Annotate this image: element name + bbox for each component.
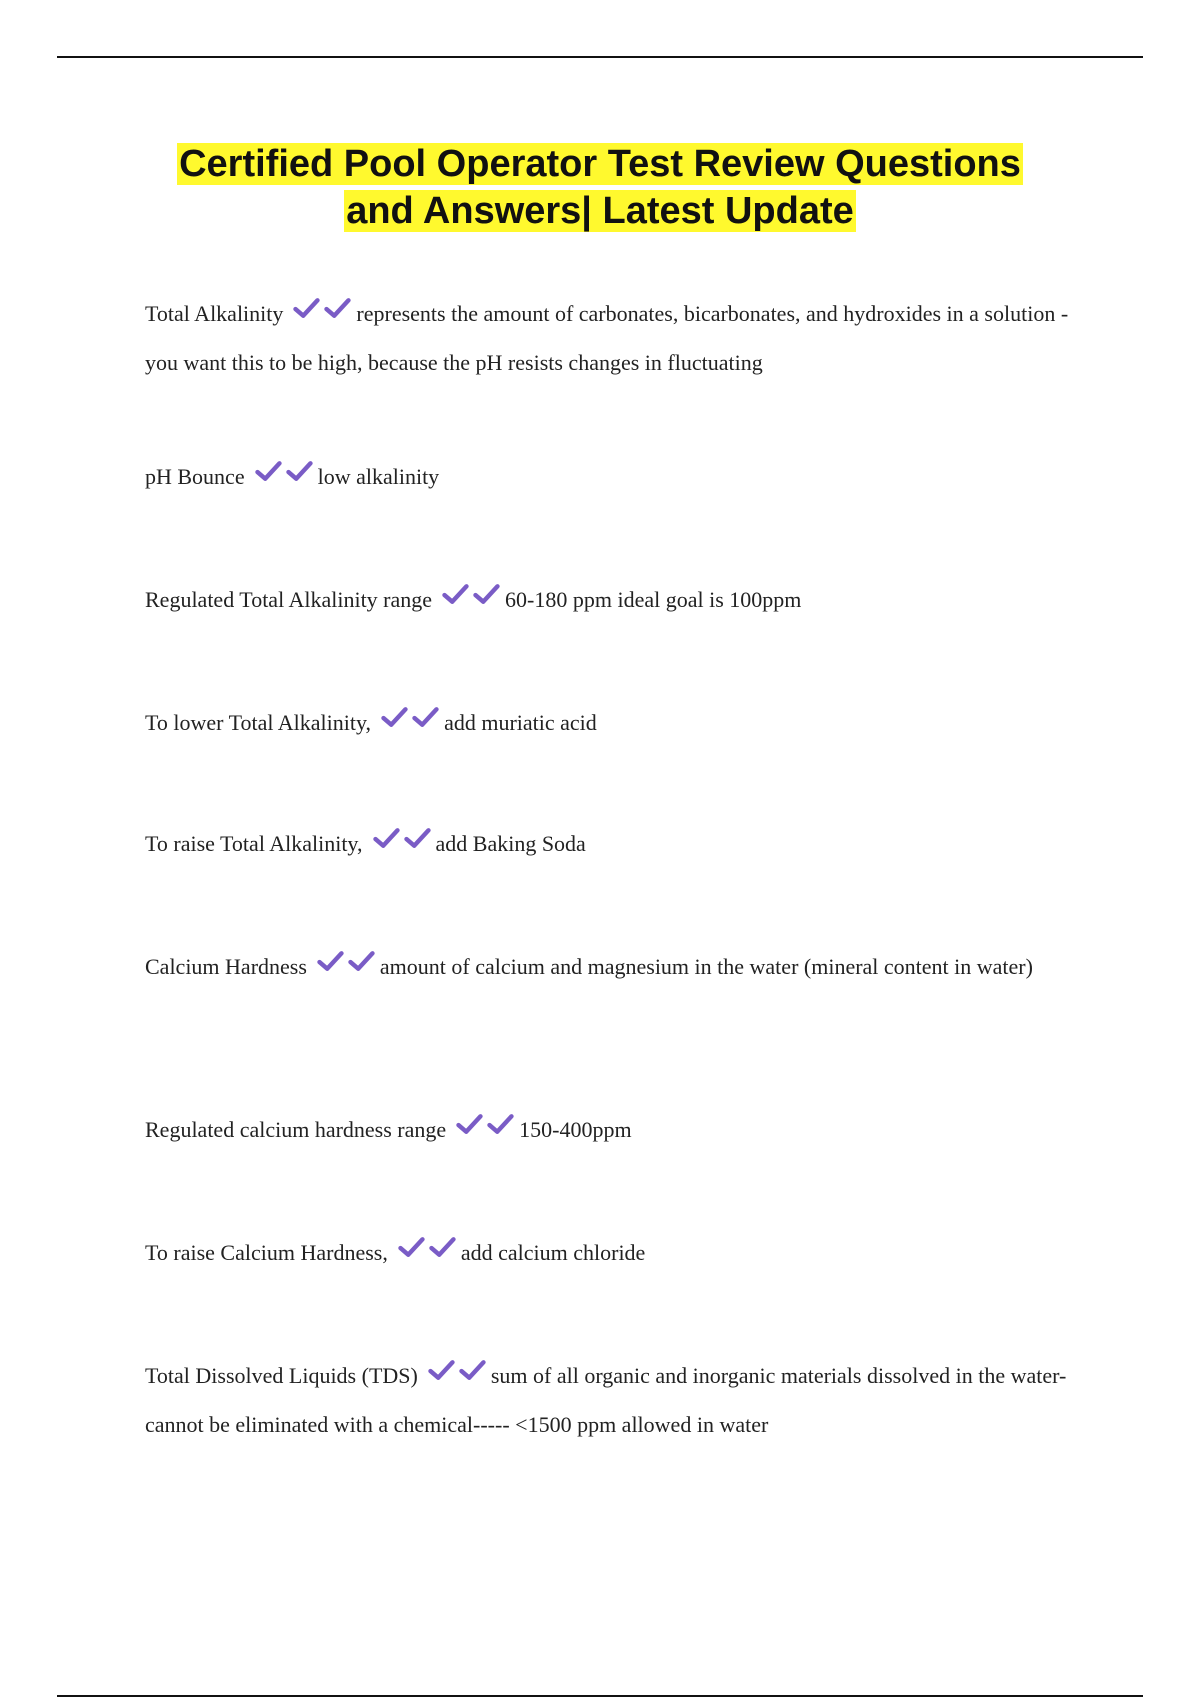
- qa-term: To raise Total Alkalinity,: [145, 831, 363, 856]
- qa-answer: represents the amount of carbonates, bicarbonates, and hydroxides in a solution - you want this to be high, because the pH resists changes in fluctuating: [145, 301, 1069, 375]
- qa-term: To raise Calcium Hardness,: [145, 1240, 388, 1265]
- qa-item-lower-alkalinity: [145, 701, 1095, 750]
- checkmark-icon: [473, 583, 500, 605]
- double-check: [428, 1359, 486, 1403]
- checkmark-icon: [412, 706, 439, 728]
- checkmark-icon: [381, 706, 408, 728]
- double-check: [373, 827, 431, 871]
- double-check: [456, 1113, 514, 1157]
- checkmark-icon: [317, 950, 344, 972]
- double-check: [293, 297, 351, 341]
- qa-answer: sum of all organic and inorganic materials dissolved in the water- cannot be eliminated with a chemical----- <1500 ppm allowed in water: [145, 1363, 1067, 1437]
- title-line-1: Certified Pool Operator Test Review Questions: [179, 143, 1021, 185]
- checkmark-icon: [442, 583, 469, 605]
- checkmark-icon: [459, 1359, 486, 1381]
- checkmark-icon: [404, 827, 431, 849]
- qa-item-regulated-calcium-range: [145, 1108, 1095, 1157]
- qa-answer: amount of calcium and magnesium in the water (mineral content in water): [379, 954, 1033, 979]
- qa-answer: add muriatic acid: [444, 710, 597, 735]
- page-title: [0, 141, 1200, 235]
- qa-item-calcium-hardness: [145, 945, 1095, 994]
- qa-term: Regulated Total Alkalinity range: [145, 587, 433, 612]
- qa-item-ph-bounce: [145, 455, 1095, 504]
- checkmark-icon: [487, 1113, 514, 1135]
- checkmark-icon: [429, 1236, 456, 1258]
- title-line-2: and Answers| Latest Update: [346, 190, 854, 232]
- qa-answer: low alkalinity: [317, 464, 440, 489]
- checkmark-icon: [286, 460, 313, 482]
- checkmark-icon: [373, 827, 400, 849]
- checkmark-icon: [255, 460, 282, 482]
- qa-term: Calcium Hardness: [145, 954, 307, 979]
- qa-term: pH Bounce: [145, 464, 245, 489]
- checkmark-icon: [348, 950, 375, 972]
- qa-answer: add calcium chloride: [460, 1240, 646, 1265]
- checkmark-icon: [428, 1359, 455, 1381]
- qa-term: To lower Total Alkalinity,: [145, 710, 372, 735]
- qa-term: Total Dissolved Liquids (TDS): [145, 1363, 418, 1388]
- checkmark-icon: [456, 1113, 483, 1135]
- qa-item-regulated-alkalinity-range: [145, 578, 1095, 627]
- checkmark-icon: [398, 1236, 425, 1258]
- qa-item-raise-alkalinity: [145, 822, 1095, 871]
- double-check: [255, 460, 313, 504]
- qa-item-raise-calcium: [145, 1231, 1095, 1280]
- checkmark-icon: [324, 297, 351, 319]
- bottom-rule: [57, 1695, 1143, 1697]
- qa-answer: add Baking Soda: [435, 831, 586, 856]
- double-check: [317, 950, 375, 994]
- qa-item-tds: [145, 1354, 1095, 1447]
- double-check: [398, 1236, 456, 1280]
- double-check: [381, 706, 439, 750]
- checkmark-icon: [293, 297, 320, 319]
- qa-answer: 150-400ppm: [519, 1117, 632, 1142]
- qa-answer: 60-180 ppm ideal goal is 100ppm: [505, 587, 802, 612]
- double-check: [442, 583, 500, 627]
- qa-item-total-alkalinity: [145, 292, 1095, 385]
- qa-term: Total Alkalinity: [145, 301, 284, 326]
- qa-term: Regulated calcium hardness range: [145, 1117, 447, 1142]
- top-rule: [57, 56, 1143, 58]
